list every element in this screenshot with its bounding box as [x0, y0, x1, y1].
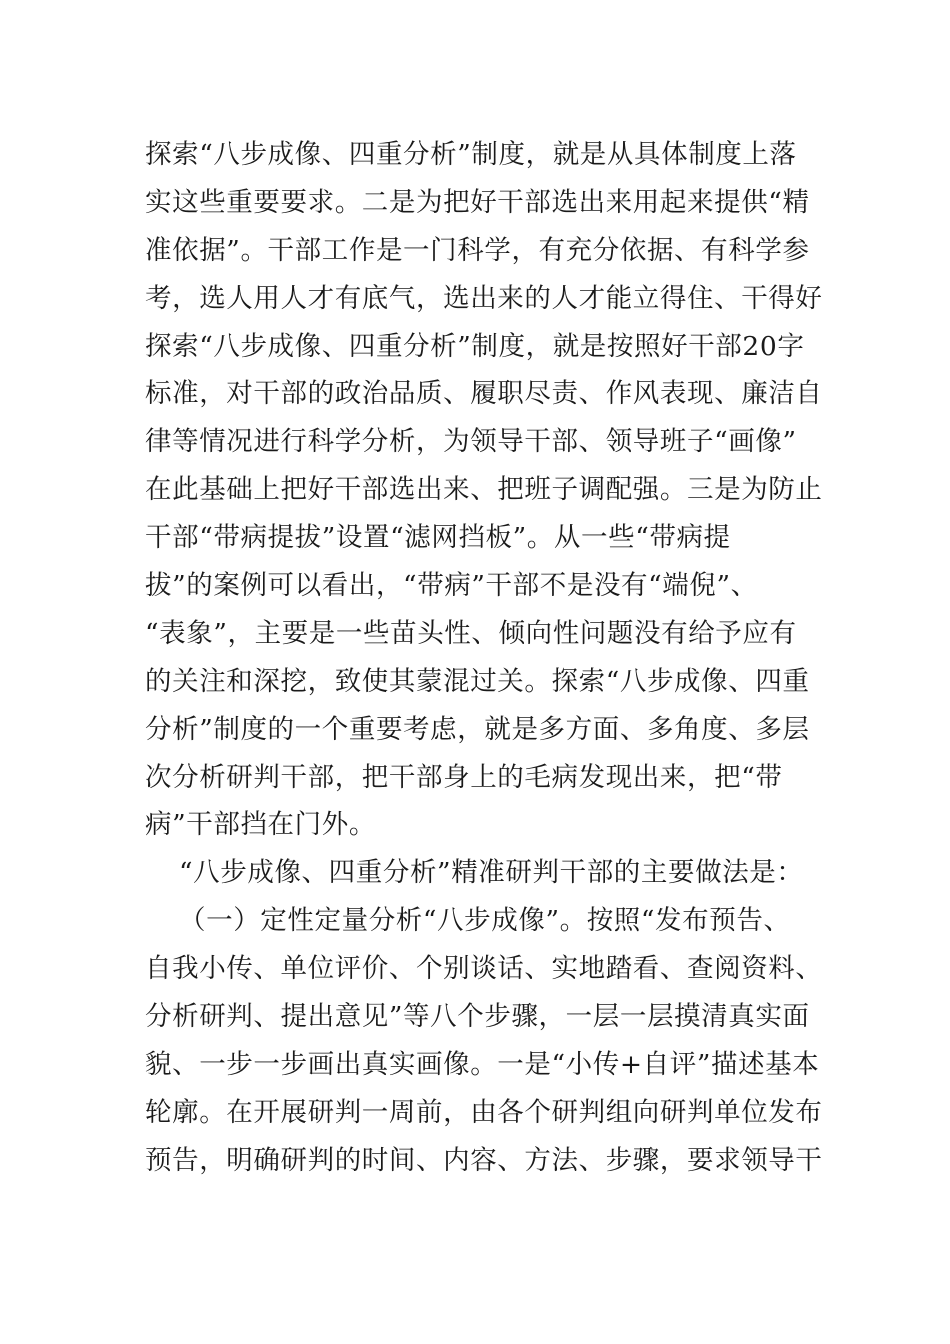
text-line: 律等情况进行科学分析，为领导干部、领导班子“画像” [145, 426, 797, 458]
text-line: 探索“八步成像、四重分析”制度，就是按照好干部20字 [145, 330, 805, 362]
text-line: 轮廓。在开展研判一周前，由各个研判组向研判单位发布 [145, 1096, 823, 1128]
text-line: 准依据”。干部工作是一门科学，有充分依据、有科学参 [145, 234, 810, 266]
text-line: 貌、一步一步画出真实画像。一是“小传+自评”描述基本 [145, 1048, 820, 1080]
text-line: 病”干部挡在门外。 [145, 809, 376, 841]
text-line: 考，选人用人才有底气，选出来的人才能立得住、干得好 [145, 282, 823, 314]
text-line: 预告，明确研判的时间、内容、方法、步骤，要求领导干 [145, 1144, 823, 1176]
paragraph-first-line: “八步成像、四重分析”精准研判干部的主要做法是： [179, 857, 804, 889]
text-line: 实这些重要要求。二是为把好干部选出来用起来提供“精 [145, 186, 810, 218]
body-text [145, 131, 823, 1185]
text-line: 拔”的案例可以看出，“带病”干部不是没有“端倪”、 [145, 570, 758, 602]
section-heading-line: （一）定性定量分析“八步成像”。按照“发布预告、 [179, 905, 791, 937]
text-line: 探索“八步成像、四重分析”制度，就是从具体制度上落 [145, 139, 797, 170]
text-line: 的关注和深挖，致使其蒙混过关。探索“八步成像、四重 [145, 665, 810, 697]
text-line: 干部“带病提拔”设置“滤网挡板”。从一些“带病提 [145, 522, 731, 554]
text-line: “表象”，主要是一些苗头性、倾向性问题没有给予应有 [145, 617, 797, 649]
text-line: 次分析研判干部，把干部身上的毛病发现出来，把“带 [145, 761, 783, 793]
text-line: 在此基础上把好干部选出来、把班子调配强。三是为防止 [145, 474, 823, 506]
text-line: 分析”制度的一个重要考虑，就是多方面、多角度、多层 [145, 713, 810, 745]
text-line: 自我小传、单位评价、个别谈话、实地踏看、查阅资料、 [145, 953, 823, 985]
text-line: 分析研判、提出意见”等八个步骤，一层一层摸清真实面 [145, 1001, 810, 1033]
text-line: 标准，对干部的政治品质、履职尽责、作风表现、廉洁自 [145, 378, 823, 410]
